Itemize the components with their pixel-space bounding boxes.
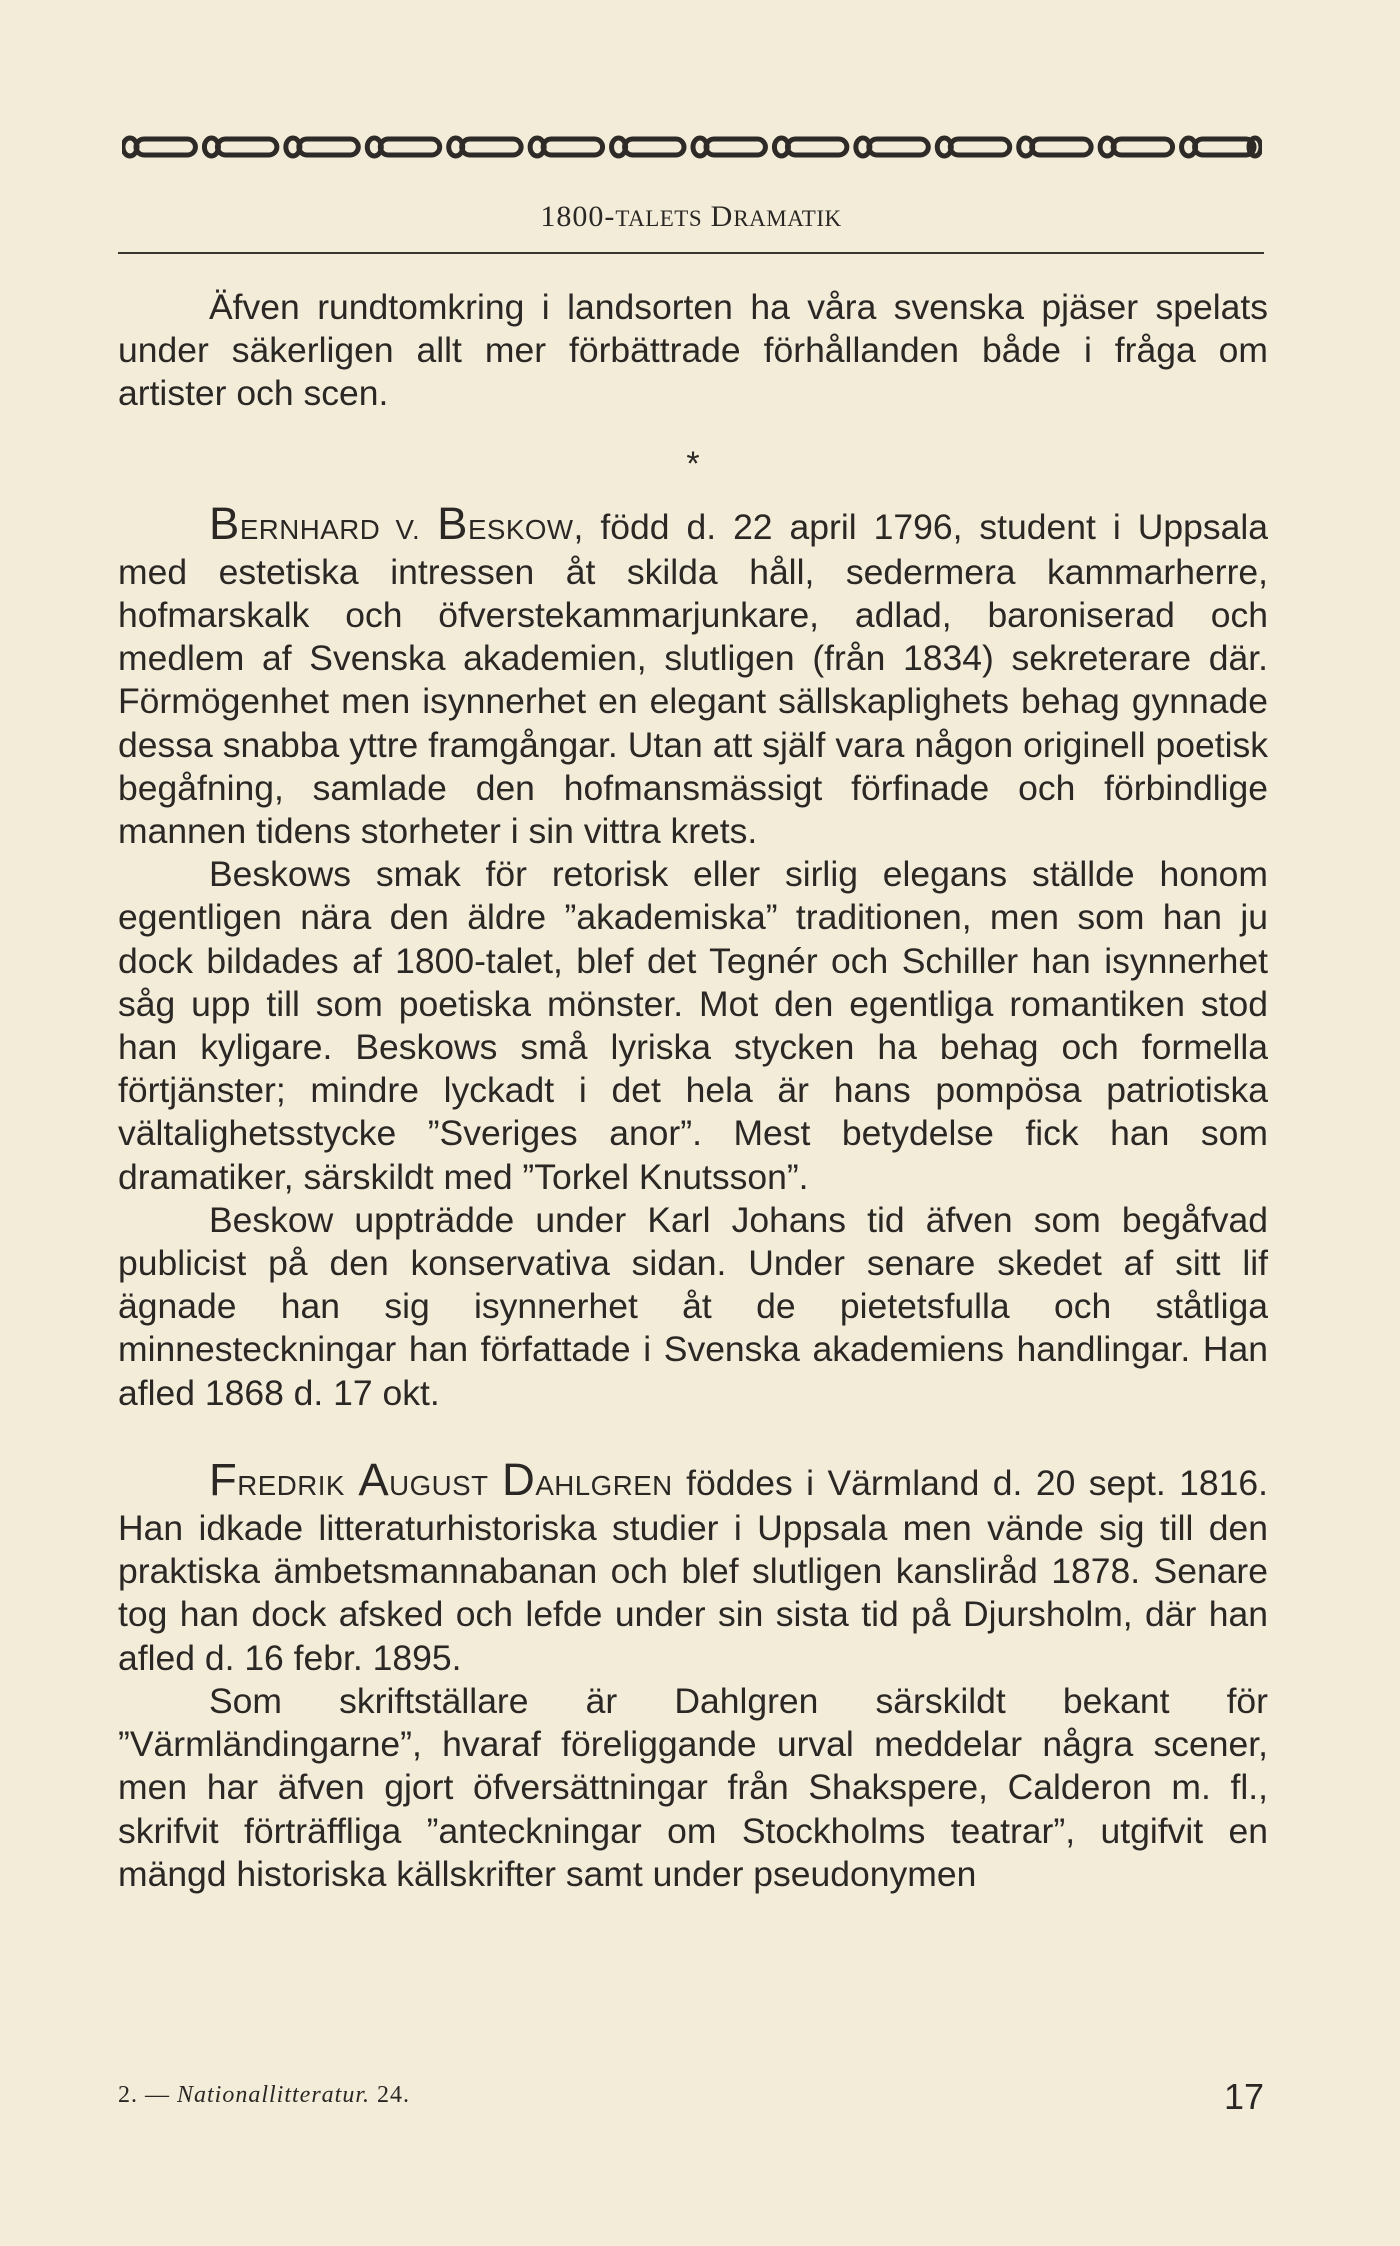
decorative-chain-border (122, 132, 1262, 162)
page-number: 17 (1223, 2076, 1264, 2117)
chain-ring (204, 138, 218, 156)
header-rule (118, 252, 1264, 254)
chain-ring (286, 138, 300, 156)
name-initial: F (209, 1453, 238, 1505)
paragraph-beskow-bio (118, 497, 1268, 854)
chain-ring (530, 138, 544, 156)
chain-link (625, 139, 684, 155)
paragraph-dahlgren-bio (118, 1453, 1268, 1680)
running-head-word2: RAMATIK (733, 206, 842, 231)
paragraph-beskow-publicist: Beskow uppträdde under Karl Johans tid äfven som begåfvad publicist på den konservativa sidan. Under senare skedet af sitt lif ägnade han sig isynnerhet åt de pietetsfulla och ståtliga minnesteckningar han författade i Svenska akademiens handlingar. Han afled 1868 d. 17 okt. (118, 1199, 1268, 1413)
chain-link (787, 139, 846, 155)
chain-ring (123, 138, 137, 156)
chain-link (950, 139, 1009, 155)
running-head-initial: D (710, 200, 734, 233)
name-initial: B (209, 497, 240, 549)
chain-ring (937, 138, 951, 156)
signature-title: Nationallitteratur. (177, 2082, 371, 2108)
signature-number: 2. — (118, 2082, 170, 2108)
chain-ring (693, 138, 707, 156)
chain-ring (1182, 138, 1196, 156)
name-part: AHLGREN (535, 1469, 673, 1501)
paragraph-dahlgren-works: Som skriftställare är Dahlgren särskildt bekant för ”Värmländingarne”, hvaraf föreliggande urval meddelar några scener, men har äfven gjort öfversättningar från Shakspere, Calderon m. fl., skrifvit förträffliga ”anteckningar om Stockholms teatrar”, utgifvit en mängd historiska källskrifter samt under pseudonymen (118, 1680, 1268, 1894)
chain-link (217, 139, 276, 155)
body-text (118, 286, 1268, 1896)
name-initial: D (501, 1453, 536, 1505)
paragraph-landsorten: Äfven rundtomkring i landsorten ha våra svenska pjäser spelats under säkerligen allt mer förbättrade förhållanden både i fråga om artister och scen. (118, 287, 1268, 414)
chain-ring (1100, 138, 1114, 156)
chain-link (380, 139, 439, 155)
paragraph-text: , född d. 22 april 1796, student i Uppsala med estetiska intressen åt skilda håll, sedermera kammarherre, hofmarskalk och öfverstekammarjunkare, adlad, baroniserad och medlem af Svenska akademien, slutligen (från 1834) sekreterare där. Förmögenhet men isynnerhet en elegant sällskaplighets behag gynnade dessa snabba yttre framgångar. Utan att själf vara någon originell poetisk begåfning, samlade den hofmansmässigt förfinade och förbindlige mannen tidens storheter i sin vittra krets. (118, 506, 1268, 852)
name-part: REDRIK (237, 1469, 345, 1501)
running-head-word1: TALETS (615, 206, 703, 231)
chain-ring (367, 138, 381, 156)
page-footer (118, 2076, 1264, 2126)
chain-ring (774, 138, 788, 156)
chain-ring (612, 138, 626, 156)
paragraph-gap (118, 1415, 1268, 1458)
chain-link (299, 139, 358, 155)
chain-link (869, 139, 928, 155)
chain-link (706, 139, 765, 155)
name-part: UGUST (389, 1469, 489, 1501)
chain-ring (856, 138, 870, 156)
chain-link (462, 139, 521, 155)
signature-mark (118, 2082, 410, 2109)
chain-ring (1019, 138, 1033, 156)
name-part: ESKOW (467, 513, 574, 545)
chain-link (1195, 139, 1254, 155)
paragraph-text: föddes i Värmland d. 20 sept. 1816. Han idkade litteraturhistoriska studier i Uppsala men vände sig till den praktiska ämbetsmannabanan och blef slutligen kansliråd 1878. Senare tog han dock afsked och lefde under sin sista tid på Djursholm, där han afled d. 16 febr. 1895. (118, 1462, 1268, 1678)
name-initial: A (358, 1453, 390, 1505)
chain-link (1032, 139, 1091, 155)
running-head-number: 1800- (540, 200, 616, 233)
chain-link (136, 139, 195, 155)
signature-volume: 24. (377, 2082, 411, 2108)
section-asterism: * (686, 444, 700, 483)
paragraph-beskow-style: Beskows smak för retorisk eller sirlig elegans ställde honom egentligen nära den äldre ”akademiska” traditionen, men som han ju dock bildades af 1800-talet, blef det Tegnér och Schiller han isynnerhet såg upp till som poetiska mönster. Mot den egentliga romantiken stod han kyligare. Beskows små lyriska stycken ha behag och formella förtjänster; mindre lyckadt i det hela är hans pompösa patriotiska vältalighetsstycke ”Sveriges anor”. Mest betydelse fick han som dramatiker, särskildt med ”Torkel Knutsson”. (118, 854, 1268, 1197)
chain-ring (449, 138, 463, 156)
name-part: ERNHARD V. (239, 513, 421, 545)
chain-link (543, 139, 602, 155)
chain-link (1113, 139, 1172, 155)
name-initial: B (437, 497, 468, 549)
book-page (118, 0, 1268, 2246)
running-head (118, 200, 1264, 234)
